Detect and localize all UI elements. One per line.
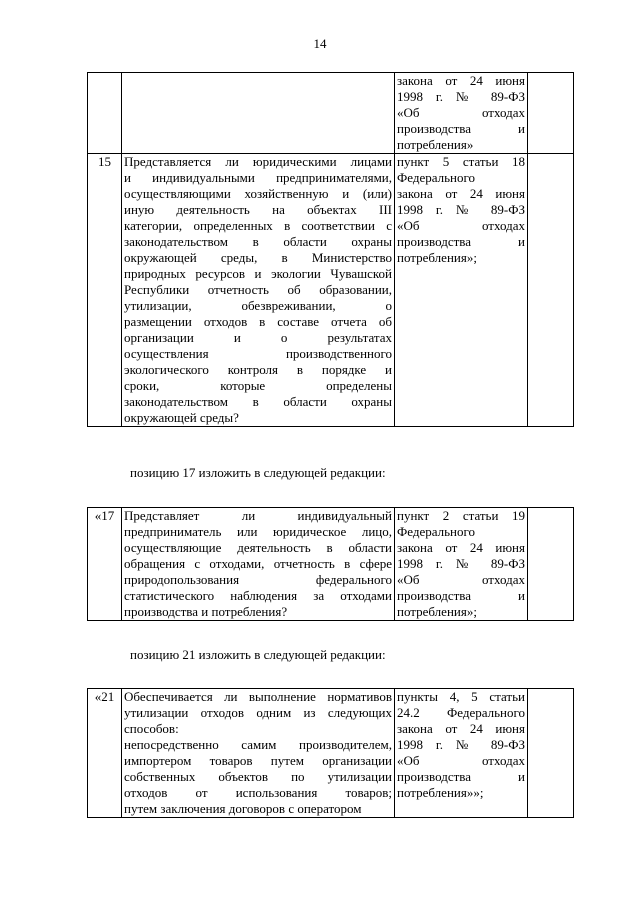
text-line: предприниматель или юридическое лицо, xyxy=(124,524,392,539)
table-row-15 xyxy=(88,154,574,427)
text-line: 24.2 Федерального xyxy=(397,705,525,720)
text-line: 1998 г. № 89-ФЗ xyxy=(397,556,525,571)
text-line: «Об отходах xyxy=(397,572,525,587)
text-line: Республики отчетность об образовании, xyxy=(124,282,392,297)
text-line: потребления» xyxy=(397,137,474,152)
text-line: экологического контроля в порядке и xyxy=(124,362,392,377)
text-line: природопользования федерального xyxy=(124,572,392,587)
cell-law-reference xyxy=(395,154,528,427)
table-positions-continued xyxy=(87,72,574,427)
cell-number: 15 xyxy=(88,154,122,427)
text-line: производства и xyxy=(397,121,525,136)
text-line: «Об отходах xyxy=(397,218,525,233)
text-line: 1998 г. № 89-ФЗ xyxy=(397,737,525,752)
cell-empty xyxy=(528,73,574,154)
text-line: потребления»; xyxy=(397,250,477,265)
text-line: 1998 г. № 89-ФЗ xyxy=(397,89,525,104)
text-line: закона от 24 июня xyxy=(397,540,525,555)
text-line: Представляется ли юридическими лицами xyxy=(124,154,392,169)
text-line: пункт 5 статьи 18 xyxy=(397,154,525,169)
cell-law-reference xyxy=(395,689,528,818)
instruction-position-21: позицию 21 изложить в следующей редакции: xyxy=(130,647,386,662)
cell-question xyxy=(122,508,395,621)
table-position-21 xyxy=(87,688,574,818)
text-line: и индивидуальными предпринимателями, xyxy=(124,170,392,185)
text-line: Федерального xyxy=(397,170,476,185)
text-line: собственных объектов по утилизации xyxy=(124,769,392,784)
text-line: осуществляющими хозяйственную и (или) xyxy=(124,186,392,201)
text-line: статистического наблюдения за отходами xyxy=(124,588,392,603)
table-position-17 xyxy=(87,507,574,621)
table-row-17 xyxy=(88,508,574,621)
cell-law-reference xyxy=(395,508,528,621)
text-line: Обеспечивается ли выполнение нормативов xyxy=(124,689,392,704)
cell-empty xyxy=(528,154,574,427)
text-line: «Об отходах xyxy=(397,105,525,120)
cell-empty xyxy=(528,508,574,621)
text-line: организации и о результатах xyxy=(124,330,392,345)
page-number: 14 xyxy=(313,36,327,51)
text-line: утилизации, обезвреживании, о xyxy=(124,298,392,313)
text-line: Федерального xyxy=(397,524,476,539)
text-line: законодательством в области охраны xyxy=(124,394,392,409)
text-line: закона от 24 июня xyxy=(397,721,525,736)
text-line: непосредственно самим производителем, xyxy=(124,737,392,752)
cell-empty xyxy=(528,689,574,818)
text-line: 1998 г. № 89-ФЗ xyxy=(397,202,525,217)
text-line: законодательством в области охраны xyxy=(124,234,392,249)
text-line: сроки, которые определены xyxy=(124,378,392,393)
table-row-continued xyxy=(88,73,574,154)
text-line: производства и xyxy=(397,588,525,603)
text-line: импортером товаров путем организации xyxy=(124,753,392,768)
text-line: осуществления производственного xyxy=(124,346,392,361)
text-line: окружающей среды? xyxy=(124,410,239,425)
cell-question xyxy=(122,689,395,818)
text-line: природных ресурсов и экологии Чувашской xyxy=(124,266,392,281)
table-row-21 xyxy=(88,689,574,818)
cell-number: «21 xyxy=(88,689,122,818)
text-line: утилизации отходов одним из следующих xyxy=(124,705,392,720)
text-line: производства и xyxy=(397,769,525,784)
text-line: осуществляющие деятельность в области xyxy=(124,540,392,555)
instruction-position-17: позицию 17 изложить в следующей редакции: xyxy=(130,465,386,480)
text-line: отходов от использования товаров; xyxy=(124,785,392,800)
text-line: «Об отходах xyxy=(397,753,525,768)
text-line: обращения с отходами, отчетность в сфере xyxy=(124,556,392,571)
cell-number xyxy=(88,73,122,154)
text-line: закона от 24 июня xyxy=(397,73,525,88)
cell-law-reference xyxy=(395,73,528,154)
text-line: пункт 2 статьи 19 xyxy=(397,508,525,523)
text-line: Представляет ли индивидуальный xyxy=(124,508,392,523)
text-line: размещении отходов в составе отчета об xyxy=(124,314,392,329)
cell-question xyxy=(122,73,395,154)
text-line: производства и xyxy=(397,234,525,249)
text-line: иную деятельность на объектах III xyxy=(124,202,392,217)
text-line: путем заключения договоров с оператором xyxy=(124,801,362,816)
text-line: потребления»»; xyxy=(397,785,484,800)
text-line: закона от 24 июня xyxy=(397,186,525,201)
text-line: способов: xyxy=(124,721,179,736)
text-line: потребления»; xyxy=(397,604,477,619)
cell-question xyxy=(122,154,395,427)
cell-number: «17 xyxy=(88,508,122,621)
text-line: производства и потребления? xyxy=(124,604,288,619)
text-line: пункты 4, 5 статьи xyxy=(397,689,525,704)
text-line: категории, определенных в соответствии с xyxy=(124,218,392,233)
text-line: окружающей среды, в Министерство xyxy=(124,250,392,265)
